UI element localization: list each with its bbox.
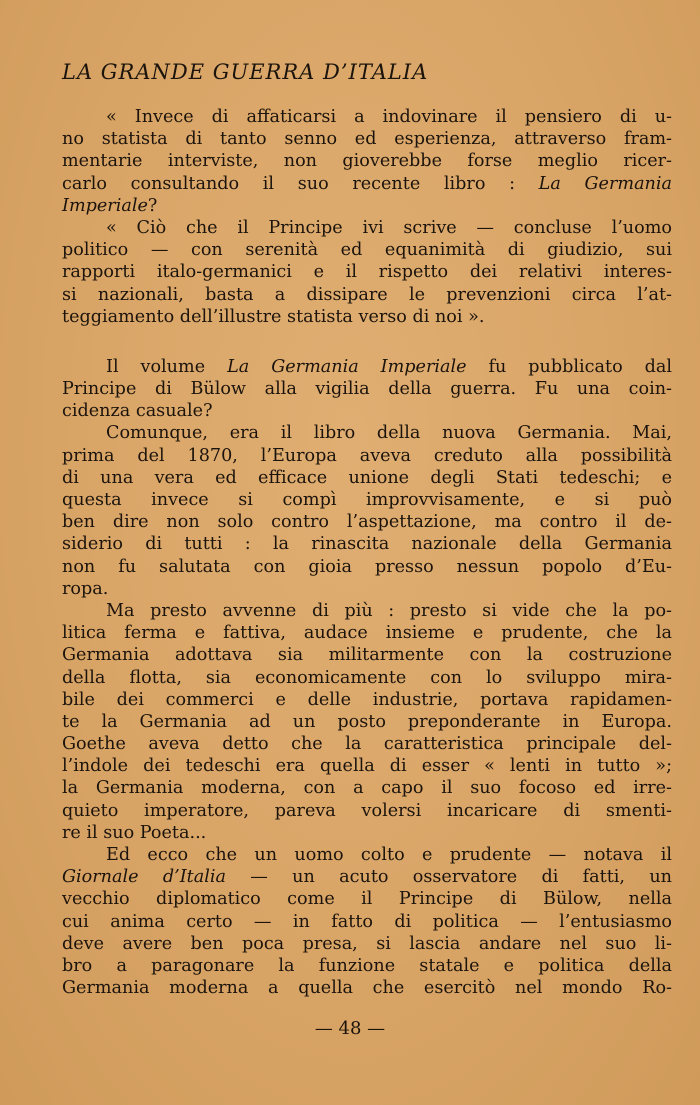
text-line	[62, 556, 672, 578]
italic-title: Imperiale	[62, 195, 148, 216]
text-line	[62, 106, 672, 128]
italic-title: La Germania	[538, 173, 673, 194]
section-gap	[62, 328, 672, 356]
text-line	[62, 933, 672, 955]
text-line	[62, 955, 672, 977]
text-line	[62, 173, 672, 195]
text-line	[62, 977, 672, 999]
text-line	[62, 622, 672, 644]
text-run: carlo consultando il suo recente libro :	[62, 173, 539, 194]
text-line	[62, 888, 672, 910]
text-run: — un acuto osservatore di fatti, un	[225, 867, 672, 888]
text-line	[62, 378, 672, 400]
text-run: cui anima certo — in fatto di politica — l’entusiasmo	[62, 911, 672, 932]
text-run: la Germania moderna, con a capo il suo focoso ed irre-	[62, 778, 672, 799]
text-run: di una vera ed efficace unione degli Stati tedeschi; e	[62, 467, 672, 488]
text-run: quieto imperatore, pareva volersi incaricare di smenti-	[62, 800, 672, 821]
text-line	[62, 733, 672, 755]
text-line	[62, 356, 672, 378]
text-line	[62, 689, 672, 711]
text-line	[62, 422, 672, 444]
text-run: politico — con serenità ed equanimità di giudizio, sui	[62, 240, 672, 261]
text-line	[62, 306, 672, 328]
text-line	[62, 667, 672, 689]
text-run: prima del 1870, l’Europa aveva creduto alla possibilità	[62, 445, 672, 466]
text-run: rapporti italo-germanici e il rispetto dei relativi interes-	[62, 262, 672, 283]
text-line	[62, 755, 672, 777]
text-line	[62, 150, 672, 172]
text-line	[62, 777, 672, 799]
text-run: Ed ecco che un uomo colto e prudente — notava il	[106, 845, 672, 865]
text-run: vecchio diplomatico come il Principe di Bülow, nella	[62, 889, 672, 910]
text-run: Goethe aveva detto che la caratteristica principale del-	[62, 734, 672, 755]
text-line	[62, 284, 672, 306]
text-line	[62, 600, 672, 622]
text-run: teggiamento dell’illustre statista verso di noi ».	[62, 306, 485, 327]
text-run: Comunque, era il libro della nuova Germania. Mai,	[106, 423, 672, 444]
text-run: Germania moderna a quella che esercitò nel mondo Ro-	[62, 978, 672, 999]
text-run: non fu salutata con gioia presso nessun popolo d’Eu-	[62, 556, 672, 577]
text-line	[62, 644, 672, 666]
text-run: l’indole dei tedeschi era quella di esser « lenti in tutto »;	[62, 756, 672, 777]
text-line	[62, 489, 672, 511]
text-run: bile dei commerci e delle industrie, portava rapidamen-	[62, 689, 672, 710]
text-run: mentarie interviste, non gioverebbe forse meglio ricer-	[62, 151, 672, 172]
text-run: « Ciò che il Principe ivi scrive — concluse l’uomo	[106, 217, 672, 238]
text-run: cidenza casuale?	[62, 401, 213, 422]
text-line	[62, 533, 672, 555]
text-run: litica ferma e fattiva, audace insieme e prudente, che la	[62, 623, 672, 644]
text-line	[62, 844, 672, 866]
italic-title: La Germania Imperiale	[227, 356, 467, 377]
text-line	[62, 911, 672, 933]
text-run: fu pubblicato dal	[466, 356, 672, 377]
text-run: re il suo Poeta...	[62, 822, 207, 843]
text-run: Ma presto avvenne di più : presto si vide che la po-	[106, 600, 672, 621]
text-line	[62, 467, 672, 489]
text-line	[62, 217, 672, 239]
text-run: Germania adottava sia militarmente con la costruzione	[62, 645, 672, 666]
text-line	[62, 511, 672, 533]
text-run: si nazionali, basta a dissipare le prevenzioni circa l’at-	[62, 284, 672, 305]
text-line	[62, 445, 672, 467]
text-run: siderio di tutti : la rinascita nazionale della Germania	[62, 534, 672, 555]
text-line	[62, 578, 672, 600]
text-line	[62, 400, 672, 422]
text-run: questa invece si compì improvvisamente, e si può	[62, 490, 672, 510]
text-line	[62, 800, 672, 822]
text-line	[62, 195, 672, 217]
text-run: te la Germania ad un posto preponderante in Europa.	[62, 711, 672, 732]
text-run: della flotta, sia economicamente con lo sviluppo mira-	[62, 667, 672, 688]
text-run: ben dire non solo contro l’aspettazione, ma contro il de-	[62, 512, 672, 533]
text-run: Principe di Bülow alla vigilia della guerra. Fu una coin-	[62, 379, 672, 400]
text-line	[62, 711, 672, 733]
page-body	[62, 106, 672, 999]
text-run: no statista di tanto senno ed esperienza, attraverso fram-	[62, 129, 672, 150]
text-run: « Invece di affaticarsi a indovinare il pensiero di u-	[106, 107, 672, 127]
text-line	[62, 866, 672, 888]
text-line	[62, 822, 672, 844]
text-run: deve avere ben poca presa, si lascia andare nel suo li-	[62, 933, 672, 954]
text-run: ?	[147, 195, 158, 216]
italic-title: Giornale d’Italia	[62, 867, 226, 888]
text-run: ropa.	[62, 578, 109, 599]
running-head: LA GRANDE GUERRA D’ITALIA	[62, 60, 429, 84]
text-line	[62, 261, 672, 283]
text-run: Il volume	[106, 356, 228, 377]
text-line	[62, 128, 672, 150]
page-number: — 48 —	[314, 1018, 386, 1039]
text-run: bro a paragonare la funzione statale e politica della	[62, 955, 672, 976]
text-line	[62, 239, 672, 261]
